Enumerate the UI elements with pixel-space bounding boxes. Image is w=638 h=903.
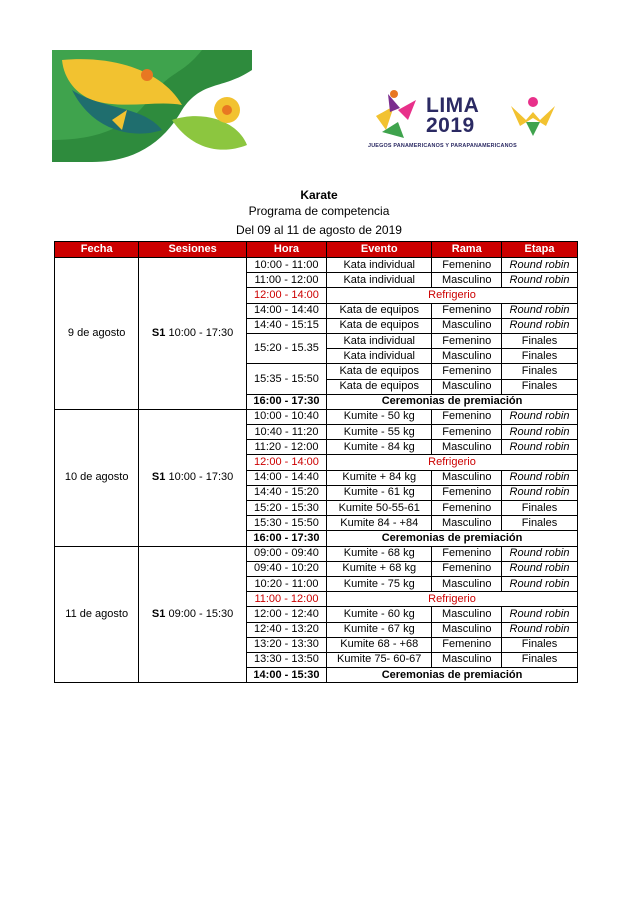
cell-hora: 15:35 - 15:50 (246, 364, 326, 394)
cell-fecha: 10 de agosto (55, 409, 139, 546)
cell-etapa: Round robin (502, 470, 578, 485)
cell-rama: Femenino (432, 409, 502, 424)
cell-ceremonia: Ceremonias de premiación (327, 531, 578, 546)
table-row (55, 409, 578, 424)
document-title: Karate (300, 188, 338, 202)
cell-hora: 10:40 - 11:20 (246, 425, 326, 440)
column-header-etapa: Etapa (502, 242, 578, 258)
table-row (55, 546, 578, 561)
cell-rama: Femenino (432, 333, 502, 348)
cell-sesion (139, 546, 247, 683)
cell-evento: Kumite 84 - +84 (327, 516, 432, 531)
cell-evento: Kumite + 84 kg (327, 470, 432, 485)
parapan-figure-icon (506, 92, 560, 136)
cell-etapa: Round robin (502, 425, 578, 440)
cell-evento: Kumite - 68 kg (327, 546, 432, 561)
cell-etapa: Round robin (502, 607, 578, 622)
cell-hora: 15:30 - 15:50 (246, 516, 326, 531)
cell-hora: 12:00 - 14:00 (246, 288, 326, 303)
cell-refrigerio: Refrigerio (327, 288, 578, 303)
cell-etapa: Finales (502, 379, 578, 394)
cell-etapa: Round robin (502, 409, 578, 424)
column-header-sesiones: Sesiones (139, 242, 247, 258)
cell-sesion (139, 409, 247, 546)
cell-etapa: Finales (502, 333, 578, 348)
cell-hora: 11:00 - 12:00 (246, 592, 326, 607)
session-code: S1 (151, 471, 166, 484)
cell-rama: Masculino (432, 607, 502, 622)
cell-evento: Kata de equipos (327, 379, 432, 394)
session-time: 10:00 - 17:30 (168, 471, 234, 484)
cell-evento: Kumite - 50 kg (327, 409, 432, 424)
cell-evento: Kata individual (327, 349, 432, 364)
session-code: S1 (151, 607, 166, 620)
session-time: 09:00 - 15:30 (168, 607, 234, 620)
cell-rama: Masculino (432, 622, 502, 637)
cell-evento: Kata de equipos (327, 364, 432, 379)
cell-evento: Kumite - 60 kg (327, 607, 432, 622)
cell-rama: Femenino (432, 637, 502, 652)
column-header-evento: Evento (327, 242, 432, 258)
cell-hora: 12:00 - 12:40 (246, 607, 326, 622)
cell-refrigerio: Refrigerio (327, 455, 578, 470)
cell-etapa: Round robin (502, 622, 578, 637)
cell-hora: 15:20 - 15.35 (246, 333, 326, 363)
cell-hora: 10:00 - 10:40 (246, 409, 326, 424)
cell-hora: 12:00 - 14:00 (246, 455, 326, 470)
cell-hora: 10:00 - 11:00 (246, 258, 326, 273)
cell-rama: Masculino (432, 576, 502, 591)
cell-rama: Femenino (432, 303, 502, 318)
cell-etapa: Round robin (502, 546, 578, 561)
cell-hora: 09:00 - 09:40 (246, 546, 326, 561)
cell-evento: Kumite 75- 60-67 (327, 652, 432, 667)
cell-evento: Kumite + 68 kg (327, 561, 432, 576)
cell-hora: 14:00 - 14:40 (246, 470, 326, 485)
cell-rama: Femenino (432, 501, 502, 516)
session-time: 10:00 - 17:30 (168, 326, 234, 339)
cell-etapa: Finales (502, 364, 578, 379)
logo-text-lima: LIMA (426, 94, 480, 117)
table-header-row (55, 242, 578, 258)
cell-rama: Masculino (432, 349, 502, 364)
cell-ceremonia: Ceremonias de premiación (327, 394, 578, 409)
logo-subtitle: JUEGOS PANAMERICANOS Y PARAPANAMERICANOS (368, 143, 517, 149)
session-code: S1 (151, 326, 166, 339)
cell-rama: Masculino (432, 379, 502, 394)
cell-rama: Masculino (432, 516, 502, 531)
cell-hora: 11:20 - 12:00 (246, 440, 326, 455)
cell-evento: Kumite - 55 kg (327, 425, 432, 440)
cell-evento: Kata individual (327, 273, 432, 288)
column-header-fecha: Fecha (55, 242, 139, 258)
document-subtitle: Programa de competencia (248, 204, 390, 218)
cell-etapa: Finales (502, 516, 578, 531)
cell-etapa: Finales (502, 637, 578, 652)
cell-etapa: Finales (502, 349, 578, 364)
cell-rama: Masculino (432, 273, 502, 288)
cell-evento: Kumite - 84 kg (327, 440, 432, 455)
cell-hora: 14:40 - 15:15 (246, 318, 326, 333)
cell-evento: Kumite - 75 kg (327, 576, 432, 591)
cell-evento: Kata de equipos (327, 303, 432, 318)
cell-rama: Femenino (432, 485, 502, 500)
cell-etapa: Round robin (502, 273, 578, 288)
cell-hora: 14:40 - 15:20 (246, 485, 326, 500)
cell-rama: Masculino (432, 652, 502, 667)
cell-evento: Kata de equipos (327, 318, 432, 333)
cell-hora: 15:20 - 15:30 (246, 501, 326, 516)
cell-ceremonia: Ceremonias de premiación (327, 668, 578, 683)
schedule-body (55, 258, 578, 683)
cell-rama: Femenino (432, 546, 502, 561)
cell-etapa: Finales (502, 652, 578, 667)
cell-rama: Femenino (432, 561, 502, 576)
cell-hora: 11:00 - 12:00 (246, 273, 326, 288)
cell-etapa: Round robin (502, 440, 578, 455)
schedule-table (54, 241, 578, 683)
cell-etapa: Round robin (502, 303, 578, 318)
cell-evento: Kumite - 67 kg (327, 622, 432, 637)
decorative-artwork (52, 50, 252, 162)
cell-evento: Kumite 50-55-61 (327, 501, 432, 516)
cell-evento: Kata individual (327, 258, 432, 273)
cell-rama: Femenino (432, 258, 502, 273)
cell-hora: 14:00 - 15:30 (246, 668, 326, 683)
cell-hora: 12:40 - 13:20 (246, 622, 326, 637)
cell-hora: 16:00 - 17:30 (246, 531, 326, 546)
document-dates: Del 09 al 11 de agosto de 2019 (236, 223, 402, 237)
cell-sesion (139, 258, 247, 410)
cell-etapa: Round robin (502, 561, 578, 576)
column-header-rama: Rama (432, 242, 502, 258)
cell-etapa: Round robin (502, 258, 578, 273)
cell-etapa: Round robin (502, 576, 578, 591)
column-header-hora: Hora (246, 242, 326, 258)
cell-rama: Masculino (432, 318, 502, 333)
cell-rama: Femenino (432, 364, 502, 379)
logo-text-year: 2019 (426, 114, 475, 137)
cell-rama: Masculino (432, 440, 502, 455)
cell-etapa: Round robin (502, 485, 578, 500)
cell-hora: 13:30 - 13:50 (246, 652, 326, 667)
cell-etapa: Round robin (502, 318, 578, 333)
lima-2019-logo (368, 86, 583, 156)
cell-hora: 10:20 - 11:00 (246, 576, 326, 591)
cell-evento: Kumite - 61 kg (327, 485, 432, 500)
cell-fecha: 11 de agosto (55, 546, 139, 683)
cell-refrigerio: Refrigerio (327, 592, 578, 607)
cell-hora: 16:00 - 17:30 (246, 394, 326, 409)
cell-rama: Femenino (432, 425, 502, 440)
table-row (55, 258, 578, 273)
cell-etapa: Finales (502, 501, 578, 516)
lima-mascot-icon (368, 86, 424, 142)
cell-hora: 09:40 - 10:20 (246, 561, 326, 576)
cell-evento: Kumite 68 - +68 (327, 637, 432, 652)
cell-hora: 13:20 - 13:30 (246, 637, 326, 652)
cell-evento: Kata individual (327, 333, 432, 348)
cell-fecha: 9 de agosto (55, 258, 139, 410)
cell-hora: 14:00 - 14:40 (246, 303, 326, 318)
cell-rama: Masculino (432, 470, 502, 485)
